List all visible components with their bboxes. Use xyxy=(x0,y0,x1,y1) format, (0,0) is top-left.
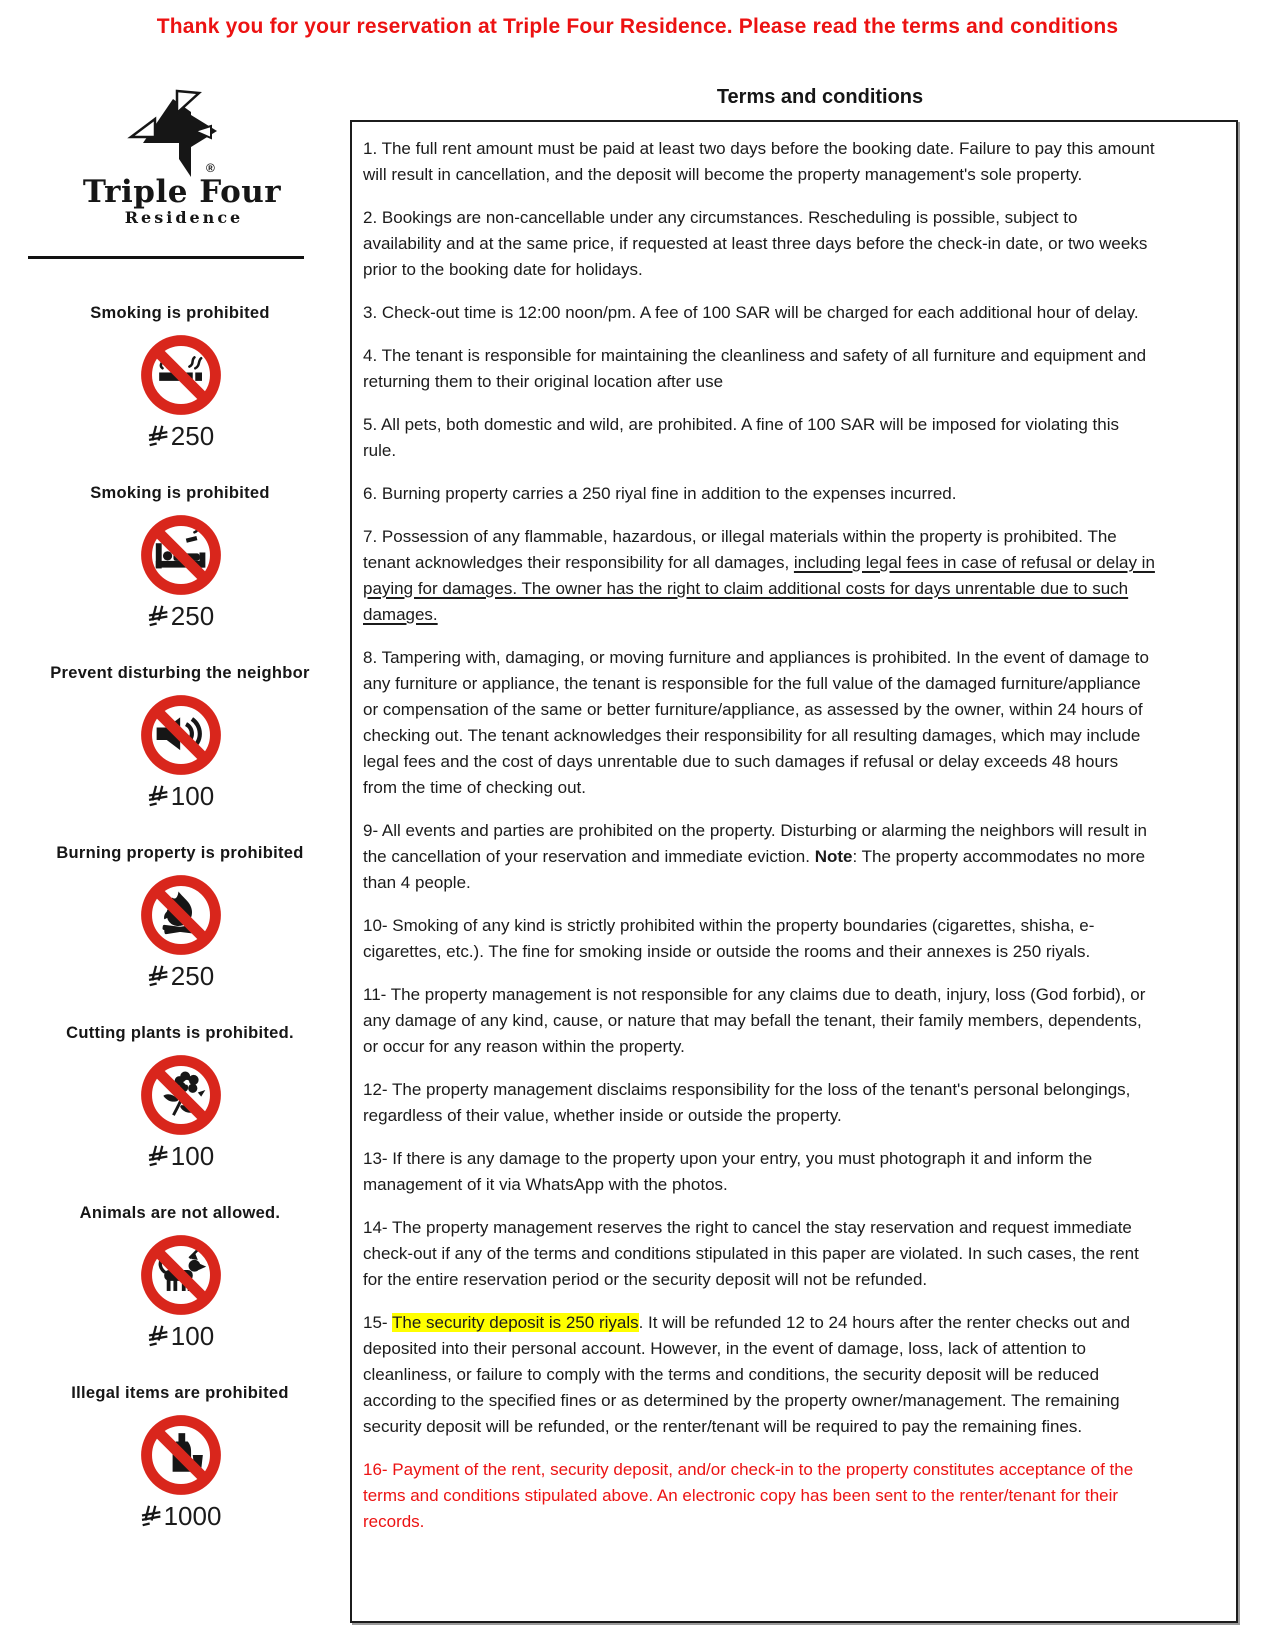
fine-amount xyxy=(148,421,214,451)
fine-value: 250 xyxy=(170,961,215,991)
terms-list xyxy=(363,136,1156,1535)
no-animals-icon xyxy=(139,1233,223,1317)
term-paragraph: 12- The property management disclaims responsibility for the loss of the tenant's personal belongings, regardless of their value, whether inside or outside the property. xyxy=(363,1080,1131,1125)
saudi-riyal-icon xyxy=(141,1505,161,1528)
saudi-riyal-icon xyxy=(148,1145,168,1168)
triple-four-logo-icon xyxy=(127,85,235,182)
prohibition-item xyxy=(0,843,350,991)
saudi-riyal-icon xyxy=(148,965,168,988)
term-paragraph: 4. The tenant is responsible for maintaining the cleanliness and safety of all furniture and equipment and returning them to their original location after use xyxy=(363,346,1147,391)
prohibition-label: Smoking is prohibited xyxy=(90,484,270,502)
fine-amount xyxy=(148,781,214,811)
term-paragraph: 10- Smoking of any kind is strictly prohibited within the property boundaries (cigarettes, shisha, e-cigarettes, etc.). The fine for smoking inside or outside the rooms and their annexes is 250 riyals. xyxy=(363,916,1095,961)
saudi-riyal-icon xyxy=(148,605,168,628)
fine-amount xyxy=(148,1321,214,1351)
terms-heading: Terms and conditions xyxy=(716,86,924,108)
term-paragraph: 14- The property management reserves the right to cancel the stay reservation and request immediate check-out if any of the terms and conditions stipulated in this paper are violated. In such cases, the rent for the entire reservation period or the security deposit will not be refunded. xyxy=(363,1218,1139,1289)
prohibition-item xyxy=(0,663,350,811)
no-smoking-icon xyxy=(139,333,223,417)
prohibition-label: Burning property is prohibited xyxy=(56,844,304,862)
prohibition-label: Animals are not allowed. xyxy=(79,1204,281,1222)
fine-value: 100 xyxy=(170,1321,215,1351)
terms-box xyxy=(350,120,1238,1623)
term-paragraph: 3. Check-out time is 12:00 noon/pm. A fee of 100 SAR will be charged for each additional hour of delay. xyxy=(363,303,1139,322)
no-fire-icon xyxy=(139,873,223,957)
term-paragraph: 9- All events and parties are prohibited on the property. Disturbing or alarming the neighbors will result in the cancellation of your reservation and immediate eviction. Note: The property accommodates no more than 4 people. xyxy=(363,821,1147,892)
fine-amount xyxy=(148,961,214,991)
saudi-riyal-icon xyxy=(148,785,168,808)
fine-value: 100 xyxy=(170,1141,215,1171)
term-paragraph: 7. Possession of any flammable, hazardous, or illegal materials within the property is prohibited. The tenant acknowledges their responsibility for all damages, including legal fees in case of refusal or delay in paying for damages. The owner has the right to claim additional costs for days unrentable due to such damages. xyxy=(363,527,1155,624)
prohibition-item xyxy=(0,483,350,631)
term-paragraph: 2. Bookings are non-cancellable under any circumstances. Rescheduling is possible, subject to availability and at the same price, if requested at least three days before the check-in date, or two weeks prior to the booking date for holidays. xyxy=(363,208,1148,279)
term-paragraph: 8. Tampering with, damaging, or moving furniture and appliances is prohibited. In the event of damage to any furniture or appliance, the tenant is responsible for the full value of the damaged furniture/appliance or compensation of the same or better furniture/appliance, as assessed by the owner, within 24 hours of checking out. The tenant acknowledges their responsibility for all resulting damages, which may include legal fees and the cost of days unrentable due to such damages if refusal or delay exceeds 48 hours from the time of checking out. xyxy=(363,648,1149,797)
term-paragraph: 13- If there is any damage to the property upon your entry, you must photograph it and inform the management of it via WhatsApp with the photos. xyxy=(363,1149,1093,1194)
term-paragraph: 16- Payment of the rent, security deposit, and/or check-in to the property constitutes acceptance of the terms and conditions stipulated above. An electronic copy has been sent to the renter/tenant for their records. xyxy=(363,1460,1134,1531)
prohibition-item xyxy=(0,1383,350,1531)
fine-amount xyxy=(148,601,214,631)
prohibition-item xyxy=(0,303,350,451)
prohibition-item xyxy=(0,1023,350,1171)
prohibition-label: Illegal items are prohibited xyxy=(71,1384,289,1402)
fine-value: 1000 xyxy=(163,1501,222,1531)
fine-value: 250 xyxy=(170,601,215,631)
registered-trademark: ® xyxy=(206,161,215,175)
term-paragraph: 11- The property management is not responsible for any claims due to death, injury, loss (God forbid), or any damage of any kind, cause, or nature that may befall the tenant, their family members, dependents, or occur for any reason within the property. xyxy=(363,985,1146,1056)
brand-name: Triple Four xyxy=(82,174,282,210)
saudi-riyal-icon xyxy=(148,425,168,448)
no-illegal-items-icon xyxy=(139,1413,223,1497)
fine-value: 100 xyxy=(170,781,215,811)
reservation-banner: Thank you for your reservation at Triple Four Residence. Please read the terms and conditions xyxy=(156,15,1119,38)
prohibition-label: Prevent disturbing the neighbor xyxy=(50,664,310,682)
brand-subtitle: Residence xyxy=(124,208,244,227)
no-smoking-in-bed-icon xyxy=(139,513,223,597)
no-picking-plants-icon xyxy=(139,1053,223,1137)
fine-value: 250 xyxy=(170,421,215,451)
term-paragraph: 5. All pets, both domestic and wild, are prohibited. A fine of 100 SAR will be imposed for violating this rule. xyxy=(363,415,1119,460)
prohibition-label: Cutting plants is prohibited. xyxy=(66,1024,294,1042)
term-paragraph: 15- The security deposit is 250 riyals. It will be refunded 12 to 24 hours after the renter checks out and deposited into their personal account. However, in the event of damage, loss, lack of attention to cleanliness, or failure to comply with the terms and conditions, the security deposit will be reduced according to the specified fines or as determined by the property owner/management. The remaining security deposit will be refunded, or the renter/tenant will be required to pay the remaining fines. xyxy=(363,1313,1131,1436)
term-paragraph: 6. Burning property carries a 250 riyal fine in addition to the expenses incurred. xyxy=(363,484,957,503)
prohibition-item xyxy=(0,1203,350,1351)
term-paragraph: 1. The full rent amount must be paid at least two days before the booking date. Failure to pay this amount will result in cancellation, and the deposit will become the property management's sole property. xyxy=(363,139,1155,184)
no-noise-icon xyxy=(139,693,223,777)
sidebar xyxy=(0,0,350,1650)
prohibition-label: Smoking is prohibited xyxy=(90,304,270,322)
prohibition-list xyxy=(0,258,350,1563)
fine-amount xyxy=(148,1141,214,1171)
saudi-riyal-icon xyxy=(148,1325,168,1348)
fine-amount xyxy=(141,1501,222,1531)
